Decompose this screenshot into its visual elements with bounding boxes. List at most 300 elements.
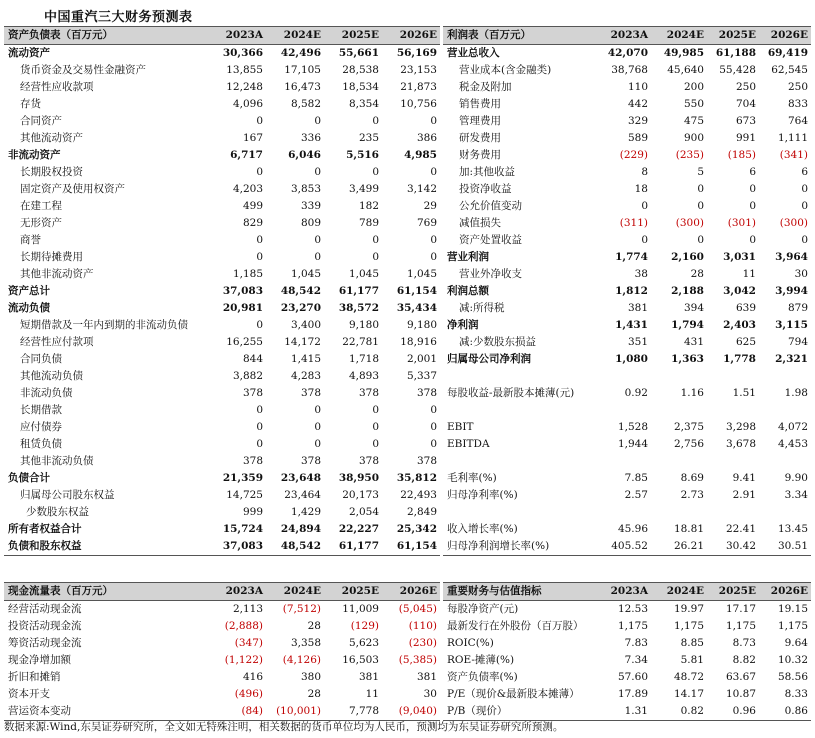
row-label [443,402,601,419]
value-cell: 9.90 [784,472,808,484]
value-cell [707,402,759,419]
value-cell: 431 [683,336,704,348]
value-cell: 18,916 [400,336,437,348]
row-label: 租赁负债 [20,438,62,450]
value-cell: 1,080 [615,353,648,365]
value-cell: 378 [300,455,321,467]
row-label: ROE-摊薄(%) [447,654,515,666]
value-cell: 378 [300,387,321,399]
value-cell: 0 [641,200,648,212]
value-cell: 0 [256,234,263,246]
year-header: 2025E [707,583,759,601]
row-label: 合同资产 [20,115,62,127]
value-cell: 1,718 [348,353,379,365]
row-label: 经营活动现金流 [8,603,82,615]
row-label: EBIT [447,421,474,433]
value-cell: 16,503 [342,654,379,666]
value-cell: 2.57 [624,489,648,501]
row-label: 研发费用 [459,132,501,144]
row-label: 资本开支 [8,688,50,700]
table-row [4,618,440,635]
value-cell: 381 [358,671,379,683]
value-cell: 1,778 [723,353,756,365]
row-label: 投资活动现金流 [8,620,82,632]
value-cell: 499 [242,200,263,212]
table-row [4,652,440,669]
value-cell: 1,185 [232,268,263,280]
page-title: 中国重汽三大财务预测表 [44,10,193,25]
value-cell: 30 [794,268,808,280]
value-cell: 11 [365,688,379,700]
value-cell: 0 [372,421,379,433]
row-label: 非流动负债 [20,387,73,399]
value-cell: 809 [300,217,321,229]
value-cell [601,504,651,521]
value-cell: 37,083 [222,285,263,297]
year-header: 2024E [266,27,324,45]
value-cell: 900 [683,132,704,144]
value-cell: 1,774 [615,251,648,263]
table-row [4,487,440,504]
value-cell: 1,429 [290,506,321,518]
row-label: 管理费用 [459,115,501,127]
value-cell: 1.16 [680,387,704,399]
value-cell: 250 [787,81,808,93]
value-cell [601,453,651,470]
value-cell: 26.21 [651,538,707,556]
value-cell: 8.69 [680,472,704,484]
value-cell: (300) [779,217,808,229]
table-row [4,669,440,686]
value-cell: 20,173 [342,489,379,501]
value-cell: 2,160 [671,251,704,263]
value-cell: 3,678 [725,438,756,450]
row-label: P/B（现价） [443,703,601,721]
value-cell: 6,046 [288,149,321,161]
year-header: 2024E [651,27,707,45]
row-label: P/E（现价&最新股本摊薄） [447,688,580,700]
table-row [443,317,811,334]
row-label: 每股净资产(元) [447,603,519,615]
value-cell: 0 [314,421,321,433]
row-label: 资产处置收益 [459,234,522,246]
value-cell: 3.34 [784,489,808,501]
value-cell: 394 [683,302,704,314]
year-header: 2025E [707,27,759,45]
value-cell: 28 [690,268,704,280]
value-cell: (4,126) [282,654,321,666]
value-cell: 378 [416,387,437,399]
value-cell: 5,623 [348,637,379,649]
value-cell: (301) [727,217,756,229]
value-cell: 29 [423,200,437,212]
value-cell: 3,358 [290,637,321,649]
value-cell: 2,001 [406,353,437,365]
value-cell: (1,122) [224,654,263,666]
value-cell: (7,512) [282,603,321,615]
row-label: 其他非流动资产 [20,268,94,280]
table-row [4,419,440,436]
table-row [4,113,440,130]
table-row [4,402,440,419]
valuation-metrics-table [443,582,811,721]
value-cell [707,453,759,470]
value-cell: 37,083 [208,538,266,556]
table-row [4,703,440,721]
value-cell: 5 [697,166,704,178]
value-cell: 0.96 [707,703,759,721]
value-cell: 6 [801,166,808,178]
year-header: 2023A [601,583,651,601]
value-cell: (496) [234,688,263,700]
table-row [4,317,440,334]
row-label: 应付债券 [20,421,62,433]
row-label: 财务费用 [459,149,501,161]
value-cell: 0.92 [624,387,648,399]
table-row [443,45,811,63]
value-cell: 55,428 [719,64,756,76]
value-cell: 991 [735,132,756,144]
table-row [4,62,440,79]
table-row [4,300,440,317]
table-row [4,283,440,300]
table-title: 现金流量表（百万元） [4,583,208,601]
value-cell: (84) [208,703,266,721]
value-cell: 23,270 [280,302,321,314]
table-row [443,334,811,351]
value-cell: 38,768 [611,64,648,76]
value-cell: 3,499 [348,183,379,195]
value-cell: 110 [627,81,648,93]
value-cell: 38,572 [338,302,379,314]
row-label: 营运资本变动 [4,703,208,721]
table-row [443,215,811,232]
table-row [4,368,440,385]
value-cell: 3,115 [775,319,808,331]
row-label: 负债和股东权益 [4,538,208,556]
value-cell: 48,542 [280,285,321,297]
value-cell: 20,981 [222,302,263,314]
value-cell: 0 [372,234,379,246]
value-cell: 3,964 [775,251,808,263]
value-cell: 8.73 [732,637,756,649]
value-cell: 0 [801,183,808,195]
value-cell: 8.85 [680,637,704,649]
row-label: 投资净收益 [459,183,512,195]
row-label: 所有者权益合计 [8,523,82,535]
year-header: 2026E [382,583,440,601]
row-label: 资产负债率(%) [447,671,518,683]
row-label: 归属母公司股东权益 [20,489,115,501]
row-label: 减值损失 [459,217,501,229]
table-row [4,385,440,402]
value-cell: 4,072 [777,421,808,433]
value-cell: (185) [727,149,756,161]
value-cell: (311) [619,217,648,229]
table-row [443,198,811,215]
value-cell [651,402,707,419]
row-label: 合同负债 [20,353,62,365]
value-cell: 235 [358,132,379,144]
table-row [443,470,811,487]
value-cell: 11 [742,268,756,280]
value-cell: 21,359 [222,472,263,484]
value-cell: 9,180 [348,319,379,331]
value-cell: 475 [683,115,704,127]
row-label: 税金及附加 [459,81,512,93]
value-cell: 999 [242,506,263,518]
value-cell: 61,188 [715,47,756,59]
income-statement-table [443,26,811,556]
row-label: 每股收益-最新股本摊薄(元) [447,387,575,399]
value-cell: 1.51 [732,387,756,399]
value-cell: 0 [749,200,756,212]
value-cell: 9,180 [406,319,437,331]
value-cell: 0 [697,183,704,195]
value-cell: 24,894 [280,523,321,535]
value-cell: 1,045 [290,268,321,280]
value-cell: 56,169 [396,47,437,59]
table-row [443,283,811,300]
table-row [443,79,811,96]
value-cell: 23,464 [284,489,321,501]
row-label: 无形资产 [20,217,62,229]
table-row [443,232,811,249]
value-cell: 0 [430,421,437,433]
value-cell: 17.17 [725,603,756,615]
row-label: 净利润 [447,319,479,331]
value-cell: 61,177 [324,538,382,556]
value-cell: 1,431 [615,319,648,331]
value-cell: 28 [307,688,321,700]
value-cell: 769 [416,217,437,229]
table-row [4,181,440,198]
table-header-row [4,27,440,45]
table-row [443,351,811,368]
value-cell: (347) [234,637,263,649]
row-label: 归母净利率(%) [447,489,518,501]
value-cell: 833 [787,98,808,110]
table-row [443,385,811,402]
table-row [443,300,811,317]
value-cell: 0 [314,438,321,450]
year-header: 2026E [382,27,440,45]
table-header-row [4,583,440,601]
value-cell: 0 [749,234,756,246]
value-cell: 0 [641,234,648,246]
value-cell: 30 [423,688,437,700]
table-row [4,249,440,266]
row-label: 资产总计 [8,285,50,297]
row-label: 流动负债 [8,302,50,314]
table-row [443,130,811,147]
value-cell: 0 [314,251,321,263]
value-cell: 0 [256,319,263,331]
value-cell: 0 [430,115,437,127]
row-label: 最新发行在外股份（百万股） [447,620,584,632]
value-cell: 2,375 [673,421,704,433]
table-row [4,130,440,147]
value-cell: 57.60 [617,671,648,683]
row-label [443,453,601,470]
year-header: 2025E [324,583,382,601]
value-cell: 0 [256,166,263,178]
value-cell: 673 [735,115,756,127]
value-cell: 19.15 [777,603,808,615]
value-cell [651,453,707,470]
value-cell: 18.81 [673,523,704,535]
table-row [4,436,440,453]
row-label: EBITDA [447,438,490,450]
row-label: 公允价值变动 [459,200,522,212]
value-cell: 378 [242,387,263,399]
value-cell: 4,096 [232,98,263,110]
row-label: 营业总收入 [447,47,500,59]
value-cell: 2,849 [406,506,437,518]
row-label: 货币资金及交易性金融资产 [20,64,146,76]
value-cell: 351 [627,336,648,348]
value-cell: (10,001) [266,703,324,721]
value-cell: 5,337 [406,370,437,382]
value-cell: 4,283 [290,370,321,382]
value-cell: 589 [627,132,648,144]
table-row [443,96,811,113]
value-cell: 61,154 [396,285,437,297]
value-cell: 42,496 [280,47,321,59]
table-row [4,686,440,703]
value-cell: (110) [408,620,437,632]
year-header: 2023A [208,583,266,601]
table-row [443,419,811,436]
value-cell: 0 [697,234,704,246]
value-cell: 55,661 [338,47,379,59]
value-cell: 0 [372,166,379,178]
value-cell: 2,321 [775,353,808,365]
value-cell: 5.81 [680,654,704,666]
value-cell: 3,042 [723,285,756,297]
value-cell [707,504,759,521]
value-cell: 250 [735,81,756,93]
year-header: 2025E [324,27,382,45]
value-cell: 15,724 [222,523,263,535]
value-cell: 704 [735,98,756,110]
value-cell: 45,640 [667,64,704,76]
table-row [443,669,811,686]
value-cell: 829 [242,217,263,229]
year-header: 2026E [759,27,811,45]
value-cell: 63.67 [725,671,756,683]
row-label: 长期待摊费用 [20,251,83,263]
row-label: 营业利润 [447,251,489,263]
table-row [4,45,440,63]
table-row [443,453,811,470]
value-cell: 3,882 [232,370,263,382]
value-cell: 17.89 [617,688,648,700]
table-row [4,521,440,538]
value-cell: 13,855 [226,64,263,76]
value-cell: 381 [627,302,648,314]
table-row [443,538,811,556]
value-cell: 2,403 [723,319,756,331]
value-cell: 0 [430,234,437,246]
row-label: 固定资产及使用权资产 [20,183,125,195]
value-cell: 14,725 [226,489,263,501]
table-row [4,601,440,619]
value-cell: 0 [314,404,321,416]
value-cell: 339 [300,200,321,212]
value-cell: 30,366 [222,47,263,59]
value-cell: (5,385) [398,654,437,666]
value-cell: 6 [749,166,756,178]
value-cell: 28,538 [342,64,379,76]
row-label: 其他流动负债 [20,370,83,382]
value-cell: 0.86 [759,703,811,721]
value-cell: 380 [300,671,321,683]
value-cell: 329 [627,115,648,127]
value-cell: 0 [749,183,756,195]
row-label: 加:其他收益 [459,166,516,178]
value-cell: 4,985 [404,149,437,161]
row-label: ROIC(%) [447,637,494,649]
value-cell: 386 [416,132,437,144]
value-cell: 1,045 [348,268,379,280]
row-label: 营业外净收支 [459,268,522,280]
row-label [443,504,601,521]
value-cell: 3,298 [725,421,756,433]
value-cell: 2.73 [680,489,704,501]
value-cell: 18,534 [342,81,379,93]
value-cell: 11,009 [342,603,379,615]
value-cell: (5,045) [398,603,437,615]
table-row [443,686,811,703]
value-cell: 48.72 [673,671,704,683]
value-cell: 844 [242,353,263,365]
value-cell: 22,227 [338,523,379,535]
value-cell: 3,994 [775,285,808,297]
value-cell: 16,255 [226,336,263,348]
row-label: 负债合计 [8,472,50,484]
row-label: 毛利率(%) [447,472,497,484]
value-cell: 62,545 [771,64,808,76]
value-cell: 7.34 [624,654,648,666]
value-cell: 405.52 [601,538,651,556]
value-cell: 3,853 [290,183,321,195]
table-row [443,436,811,453]
row-label: 存货 [20,98,41,110]
value-cell: 2,054 [348,506,379,518]
table-row [443,368,811,385]
value-cell: 0 [801,200,808,212]
value-cell: 1,175 [673,620,704,632]
value-cell: 7,778 [324,703,382,721]
value-cell: 7.85 [624,472,648,484]
value-cell: 16,473 [284,81,321,93]
year-header: 2023A [208,27,266,45]
value-cell: 0 [430,438,437,450]
value-cell: 182 [358,200,379,212]
value-cell: 378 [358,387,379,399]
table-row [4,198,440,215]
row-label [443,368,601,385]
value-cell: (235) [675,149,704,161]
row-label: 筹资活动现金流 [8,637,82,649]
year-header: 2024E [266,583,324,601]
value-cell [759,504,811,521]
table-title: 重要财务与估值指标 [443,583,601,601]
value-cell: 2,188 [671,285,704,297]
table-row [4,351,440,368]
value-cell: 1,111 [777,132,808,144]
